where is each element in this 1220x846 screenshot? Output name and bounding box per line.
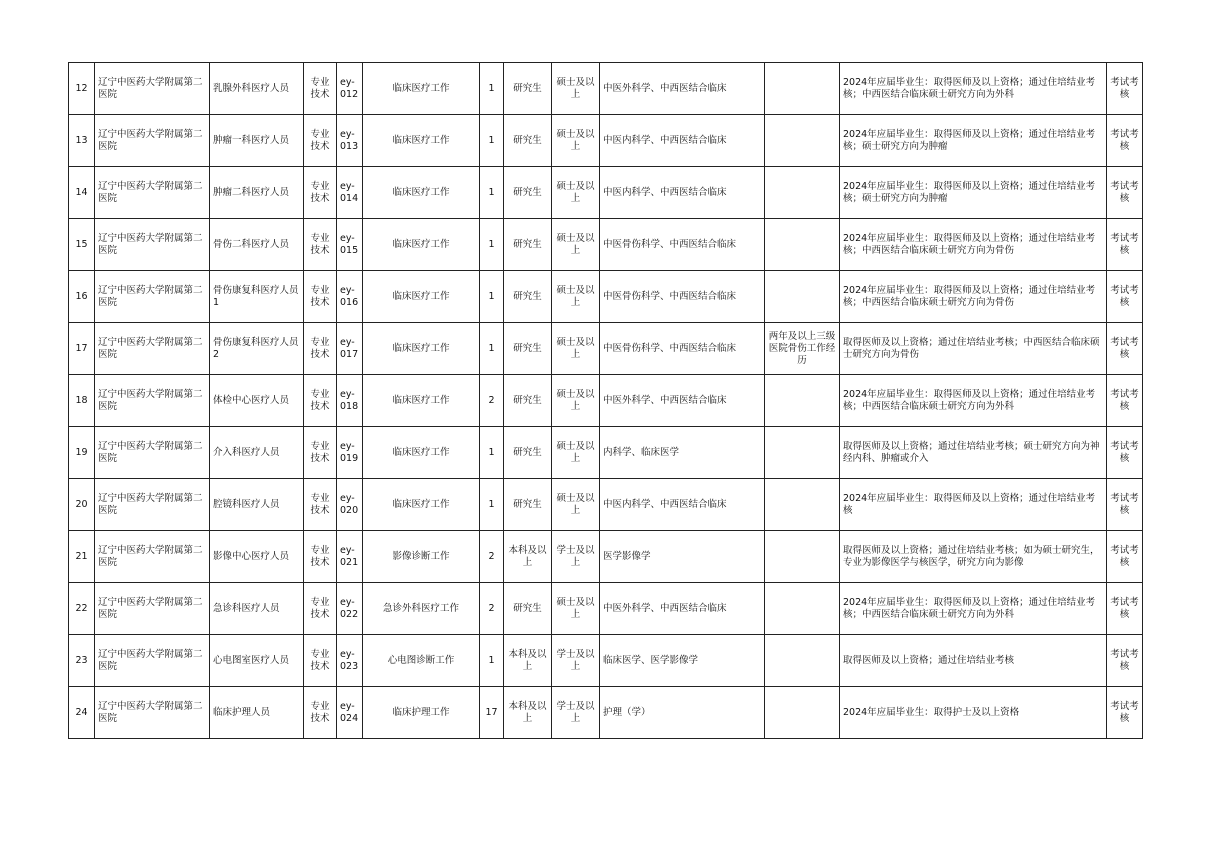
cell-degree: 硕士及以上 <box>552 219 600 271</box>
cell-experience <box>765 583 840 635</box>
cell-education: 本科及以上 <box>504 635 552 687</box>
cell-duty: 临床医疗工作 <box>363 375 480 427</box>
table-row <box>69 167 1143 219</box>
cell-method: 考试考核 <box>1107 219 1143 271</box>
cell-degree: 硕士及以上 <box>552 63 600 115</box>
cell-education: 研究生 <box>504 427 552 479</box>
cell-post-code: ey-016 <box>337 271 363 323</box>
cell-count: 2 <box>480 583 504 635</box>
table-row <box>69 219 1143 271</box>
cell-education: 研究生 <box>504 271 552 323</box>
cell-duty: 临床医疗工作 <box>363 323 480 375</box>
cell-other-requirements: 2024年应届毕业生：取得医师及以上资格；通过住培结业考核；硕士研究方向为肿瘤 <box>840 167 1107 219</box>
cell-count: 1 <box>480 63 504 115</box>
cell-unit: 辽宁中医药大学附属第二医院 <box>95 167 210 219</box>
cell-method: 考试考核 <box>1107 531 1143 583</box>
cell-education: 本科及以上 <box>504 687 552 739</box>
cell-post-type: 专业技术 <box>304 687 337 739</box>
cell-other-requirements: 2024年应届毕业生：取得医师及以上资格；通过住培结业考核；中西医结合临床硕士研究方向为骨伤 <box>840 271 1107 323</box>
cell-post-type: 专业技术 <box>304 271 337 323</box>
cell-row-number: 21 <box>69 531 95 583</box>
cell-row-number: 15 <box>69 219 95 271</box>
cell-duty: 临床医疗工作 <box>363 427 480 479</box>
cell-education: 研究生 <box>504 63 552 115</box>
cell-unit: 辽宁中医药大学附属第二医院 <box>95 635 210 687</box>
cell-count: 1 <box>480 115 504 167</box>
cell-post-type: 专业技术 <box>304 323 337 375</box>
cell-unit: 辽宁中医药大学附属第二医院 <box>95 687 210 739</box>
cell-post-code: ey-024 <box>337 687 363 739</box>
cell-duty: 临床医疗工作 <box>363 479 480 531</box>
cell-degree: 硕士及以上 <box>552 583 600 635</box>
cell-unit: 辽宁中医药大学附属第二医院 <box>95 531 210 583</box>
table-row <box>69 427 1143 479</box>
cell-post-code: ey-015 <box>337 219 363 271</box>
cell-other-requirements: 取得医师及以上资格；通过住培结业考核；中西医结合临床硕士研究方向为骨伤 <box>840 323 1107 375</box>
table-row <box>69 271 1143 323</box>
cell-education: 研究生 <box>504 583 552 635</box>
cell-duty: 临床医疗工作 <box>363 63 480 115</box>
cell-count: 1 <box>480 479 504 531</box>
cell-unit: 辽宁中医药大学附属第二医院 <box>95 323 210 375</box>
cell-experience: 两年及以上三级医院骨伤工作经历 <box>765 323 840 375</box>
cell-major: 内科学、临床医学 <box>600 427 765 479</box>
cell-major: 中医内科学、中西医结合临床 <box>600 115 765 167</box>
cell-experience <box>765 687 840 739</box>
cell-duty: 心电图诊断工作 <box>363 635 480 687</box>
cell-degree: 学士及以上 <box>552 635 600 687</box>
cell-row-number: 24 <box>69 687 95 739</box>
cell-education: 研究生 <box>504 375 552 427</box>
cell-row-number: 20 <box>69 479 95 531</box>
cell-post: 影像中心医疗人员 <box>210 531 304 583</box>
cell-degree: 硕士及以上 <box>552 271 600 323</box>
cell-row-number: 19 <box>69 427 95 479</box>
cell-other-requirements: 2024年应届毕业生：取得医师及以上资格；通过住培结业考核；中西医结合临床硕士研究方向为外科 <box>840 583 1107 635</box>
table-row <box>69 115 1143 167</box>
cell-row-number: 23 <box>69 635 95 687</box>
cell-method: 考试考核 <box>1107 115 1143 167</box>
cell-method: 考试考核 <box>1107 375 1143 427</box>
cell-post: 肿瘤二科医疗人员 <box>210 167 304 219</box>
cell-post-code: ey-013 <box>337 115 363 167</box>
cell-unit: 辽宁中医药大学附属第二医院 <box>95 427 210 479</box>
cell-method: 考试考核 <box>1107 635 1143 687</box>
cell-unit: 辽宁中医药大学附属第二医院 <box>95 479 210 531</box>
cell-other-requirements: 2024年应届毕业生：取得医师及以上资格；通过住培结业考核；中西医结合临床硕士研究方向为外科 <box>840 375 1107 427</box>
cell-row-number: 14 <box>69 167 95 219</box>
cell-post: 急诊科医疗人员 <box>210 583 304 635</box>
cell-post: 骨伤康复科医疗人员1 <box>210 271 304 323</box>
cell-post-type: 专业技术 <box>304 219 337 271</box>
table-row <box>69 323 1143 375</box>
cell-count: 1 <box>480 219 504 271</box>
cell-count: 1 <box>480 635 504 687</box>
cell-experience <box>765 271 840 323</box>
cell-post-code: ey-021 <box>337 531 363 583</box>
cell-method: 考试考核 <box>1107 167 1143 219</box>
cell-post-code: ey-018 <box>337 375 363 427</box>
cell-count: 1 <box>480 323 504 375</box>
cell-row-number: 17 <box>69 323 95 375</box>
table-body <box>69 63 1143 739</box>
cell-experience <box>765 531 840 583</box>
cell-education: 研究生 <box>504 219 552 271</box>
cell-experience <box>765 427 840 479</box>
cell-count: 1 <box>480 167 504 219</box>
cell-experience <box>765 167 840 219</box>
cell-other-requirements: 取得医师及以上资格；通过住培结业考核；如为硕士研究生，专业为影像医学与核医学，研究方向为影像 <box>840 531 1107 583</box>
cell-unit: 辽宁中医药大学附属第二医院 <box>95 583 210 635</box>
cell-post-code: ey-012 <box>337 63 363 115</box>
cell-experience <box>765 63 840 115</box>
cell-education: 研究生 <box>504 323 552 375</box>
cell-degree: 学士及以上 <box>552 531 600 583</box>
cell-method: 考试考核 <box>1107 271 1143 323</box>
cell-other-requirements: 2024年应届毕业生：取得医师及以上资格；通过住培结业考核；中西医结合临床硕士研究方向为骨伤 <box>840 219 1107 271</box>
cell-degree: 硕士及以上 <box>552 427 600 479</box>
cell-major: 中医外科学、中西医结合临床 <box>600 583 765 635</box>
cell-degree: 硕士及以上 <box>552 323 600 375</box>
cell-other-requirements: 2024年应届毕业生：取得医师及以上资格；通过住培结业考核；硕士研究方向为肿瘤 <box>840 115 1107 167</box>
cell-degree: 硕士及以上 <box>552 375 600 427</box>
cell-other-requirements: 2024年应届毕业生：取得护士及以上资格 <box>840 687 1107 739</box>
cell-post-type: 专业技术 <box>304 115 337 167</box>
cell-education: 本科及以上 <box>504 531 552 583</box>
cell-other-requirements: 2024年应届毕业生：取得医师及以上资格；通过住培结业考核；中西医结合临床硕士研究方向为外科 <box>840 63 1107 115</box>
cell-duty: 影像诊断工作 <box>363 531 480 583</box>
cell-post-type: 专业技术 <box>304 583 337 635</box>
cell-duty: 临床医疗工作 <box>363 271 480 323</box>
cell-degree: 学士及以上 <box>552 687 600 739</box>
cell-other-requirements: 取得医师及以上资格；通过住培结业考核；硕士研究方向为神经内科、肿瘤或介入 <box>840 427 1107 479</box>
cell-major: 中医骨伤科学、中西医结合临床 <box>600 271 765 323</box>
cell-major: 医学影像学 <box>600 531 765 583</box>
cell-post: 心电图室医疗人员 <box>210 635 304 687</box>
cell-count: 1 <box>480 271 504 323</box>
cell-major: 中医内科学、中西医结合临床 <box>600 479 765 531</box>
cell-post-type: 专业技术 <box>304 427 337 479</box>
cell-major: 临床医学、医学影像学 <box>600 635 765 687</box>
cell-row-number: 22 <box>69 583 95 635</box>
table-row <box>69 583 1143 635</box>
cell-major: 中医外科学、中西医结合临床 <box>600 375 765 427</box>
cell-count: 1 <box>480 427 504 479</box>
cell-duty: 急诊外科医疗工作 <box>363 583 480 635</box>
cell-post-type: 专业技术 <box>304 635 337 687</box>
cell-row-number: 13 <box>69 115 95 167</box>
cell-method: 考试考核 <box>1107 479 1143 531</box>
cell-post-type: 专业技术 <box>304 375 337 427</box>
table-row <box>69 375 1143 427</box>
cell-count: 2 <box>480 531 504 583</box>
cell-row-number: 16 <box>69 271 95 323</box>
cell-major: 中医骨伤科学、中西医结合临床 <box>600 219 765 271</box>
cell-education: 研究生 <box>504 167 552 219</box>
cell-post: 骨伤二科医疗人员 <box>210 219 304 271</box>
cell-post: 腔镜科医疗人员 <box>210 479 304 531</box>
table-row <box>69 479 1143 531</box>
cell-degree: 硕士及以上 <box>552 115 600 167</box>
cell-post-code: ey-019 <box>337 427 363 479</box>
cell-duty: 临床护理工作 <box>363 687 480 739</box>
cell-post-code: ey-023 <box>337 635 363 687</box>
cell-row-number: 12 <box>69 63 95 115</box>
cell-duty: 临床医疗工作 <box>363 219 480 271</box>
cell-unit: 辽宁中医药大学附属第二医院 <box>95 219 210 271</box>
cell-other-requirements: 2024年应届毕业生：取得医师及以上资格；通过住培结业考核 <box>840 479 1107 531</box>
cell-unit: 辽宁中医药大学附属第二医院 <box>95 115 210 167</box>
cell-row-number: 18 <box>69 375 95 427</box>
cell-experience <box>765 219 840 271</box>
cell-duty: 临床医疗工作 <box>363 115 480 167</box>
cell-post-type: 专业技术 <box>304 167 337 219</box>
cell-degree: 硕士及以上 <box>552 479 600 531</box>
cell-major: 中医内科学、中西医结合临床 <box>600 167 765 219</box>
cell-post-type: 专业技术 <box>304 479 337 531</box>
table-row <box>69 687 1143 739</box>
cell-education: 研究生 <box>504 479 552 531</box>
table-row <box>69 531 1143 583</box>
cell-major: 中医骨伤科学、中西医结合临床 <box>600 323 765 375</box>
cell-unit: 辽宁中医药大学附属第二医院 <box>95 63 210 115</box>
cell-method: 考试考核 <box>1107 583 1143 635</box>
cell-post: 骨伤康复科医疗人员2 <box>210 323 304 375</box>
cell-duty: 临床医疗工作 <box>363 167 480 219</box>
cell-method: 考试考核 <box>1107 323 1143 375</box>
cell-major: 中医外科学、中西医结合临床 <box>600 63 765 115</box>
recruitment-table <box>68 62 1143 739</box>
cell-post-code: ey-014 <box>337 167 363 219</box>
cell-count: 17 <box>480 687 504 739</box>
cell-other-requirements: 取得医师及以上资格；通过住培结业考核 <box>840 635 1107 687</box>
cell-experience <box>765 479 840 531</box>
cell-unit: 辽宁中医药大学附属第二医院 <box>95 271 210 323</box>
cell-post-code: ey-017 <box>337 323 363 375</box>
cell-post-code: ey-020 <box>337 479 363 531</box>
cell-major: 护理（学） <box>600 687 765 739</box>
cell-post: 乳腺外科医疗人员 <box>210 63 304 115</box>
cell-post-type: 专业技术 <box>304 63 337 115</box>
cell-post: 体检中心医疗人员 <box>210 375 304 427</box>
cell-post: 肿瘤一科医疗人员 <box>210 115 304 167</box>
cell-experience <box>765 375 840 427</box>
cell-count: 2 <box>480 375 504 427</box>
cell-degree: 硕士及以上 <box>552 167 600 219</box>
cell-experience <box>765 115 840 167</box>
cell-method: 考试考核 <box>1107 687 1143 739</box>
cell-post-type: 专业技术 <box>304 531 337 583</box>
cell-post-code: ey-022 <box>337 583 363 635</box>
cell-method: 考试考核 <box>1107 427 1143 479</box>
table-row <box>69 635 1143 687</box>
cell-unit: 辽宁中医药大学附属第二医院 <box>95 375 210 427</box>
cell-post: 临床护理人员 <box>210 687 304 739</box>
cell-experience <box>765 635 840 687</box>
cell-method: 考试考核 <box>1107 63 1143 115</box>
cell-post: 介入科医疗人员 <box>210 427 304 479</box>
table-row <box>69 63 1143 115</box>
cell-education: 研究生 <box>504 115 552 167</box>
